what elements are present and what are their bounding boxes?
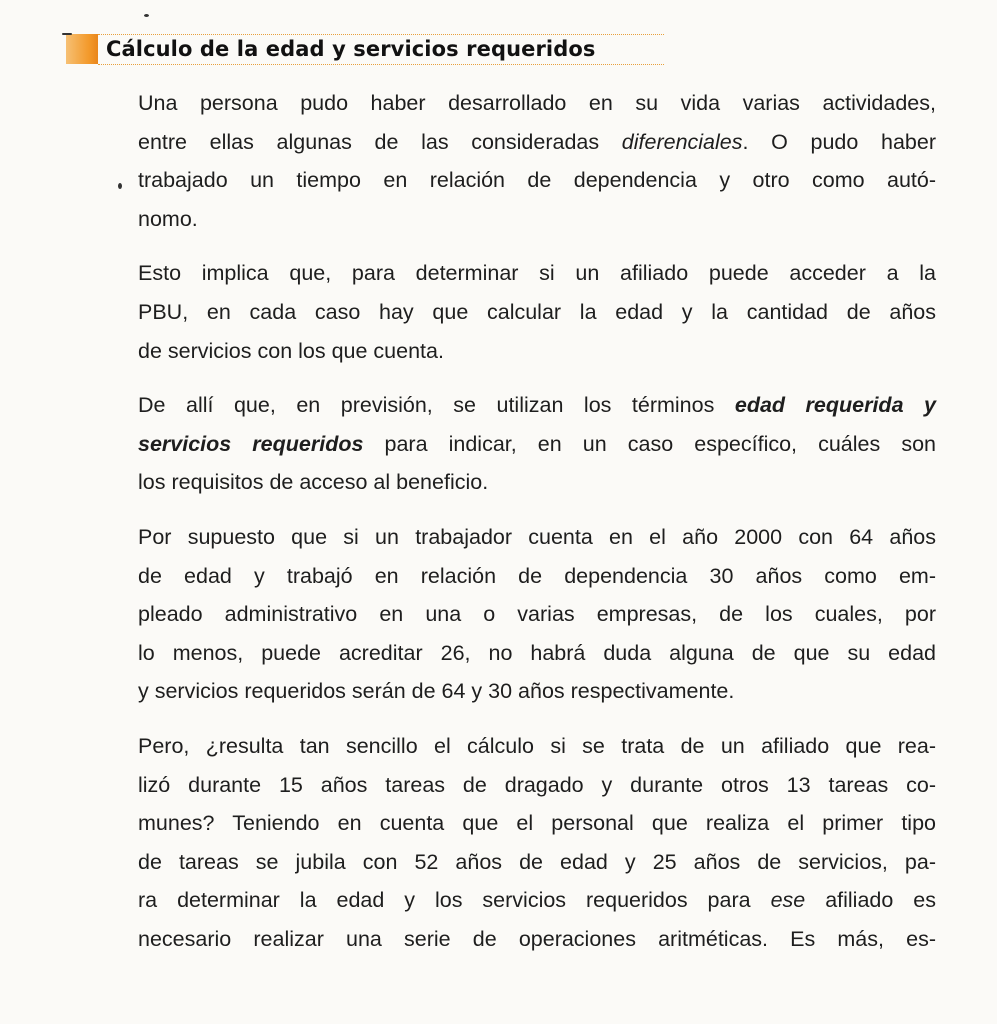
scan-speck (62, 33, 72, 35)
text-line: nomo. (138, 206, 198, 231)
text-run: . O pudo haber (742, 129, 936, 154)
text-line (138, 425, 936, 464)
heading-accent-block (66, 34, 98, 64)
text-run: ra determinar la edad y los servicios requeridos para (138, 888, 771, 913)
paragraph-4 (138, 518, 936, 711)
paragraph-3 (138, 386, 936, 502)
text-line: PBU, en cada caso hay que calcular la edad y la cantidad de años (138, 299, 936, 324)
paragraph-5 (138, 727, 936, 959)
text-line: necesario realizar una serie de operaciones aritméticas. Es más, es- (138, 926, 936, 951)
bold-term: servicios requeridos (138, 431, 364, 456)
text-line: munes? Teniendo en cuenta que el personal que realiza el primer tipo (138, 811, 936, 836)
scan-speck (118, 183, 122, 189)
text-line: y servicios requeridos serán de 64 y 30 años respectivamente. (138, 679, 735, 704)
text-line: de tareas se jubila con 52 años de edad y 25 años de servicios, pa- (138, 849, 936, 874)
text-line: de edad y trabajó en relación de dependencia 30 años como em- (138, 563, 936, 588)
section-title: Cálculo de la edad y servicios requeridos (106, 37, 596, 61)
text-line: Una persona pudo haber desarrollado en su vida varias actividades, (138, 91, 936, 115)
paragraph-1 (138, 84, 936, 238)
scan-speck (144, 14, 149, 17)
paragraph-2 (138, 254, 936, 370)
text-line: pleado administrativo en una o varias empresas, de los cuales, por (138, 602, 936, 627)
emphasis-text: diferenciales (621, 129, 743, 154)
text-line: lo menos, puede acreditar 26, no habrá duda alguna de que su edad (138, 640, 936, 665)
text-line (138, 123, 936, 162)
text-line: trabajado un tiempo en relación de dependencia y otro como autó- (138, 168, 936, 193)
emphasis-text: ese (770, 888, 806, 913)
text-run: para indicar, en un caso específico, cuáles son (363, 431, 936, 456)
text-line: Esto implica que, para determinar si un afiliado puede acceder a la (138, 261, 936, 286)
text-line: los requisitos de acceso al beneficio. (138, 470, 489, 495)
text-line: Pero, ¿resulta tan sencillo el cálculo si se trata de un afiliado que rea- (138, 733, 936, 758)
text-run: De allí que, en previsión, se utilizan los términos (138, 393, 735, 418)
heading-rule-bottom (98, 64, 664, 65)
text-line (138, 386, 936, 425)
text-run: entre ellas algunas de las consideradas (138, 129, 622, 154)
text-line (138, 881, 936, 920)
text-line: lizó durante 15 años tareas de dragado y durante otros 13 tareas co- (138, 772, 936, 797)
bold-term: edad requerida y (734, 393, 936, 418)
text-run: afiliado es (805, 888, 936, 913)
body-text (138, 84, 936, 958)
section-heading (66, 32, 666, 66)
text-line: Por supuesto que si un trabajador cuenta en el año 2000 con 64 años (138, 524, 936, 549)
text-line: de servicios con los que cuenta. (138, 338, 444, 363)
